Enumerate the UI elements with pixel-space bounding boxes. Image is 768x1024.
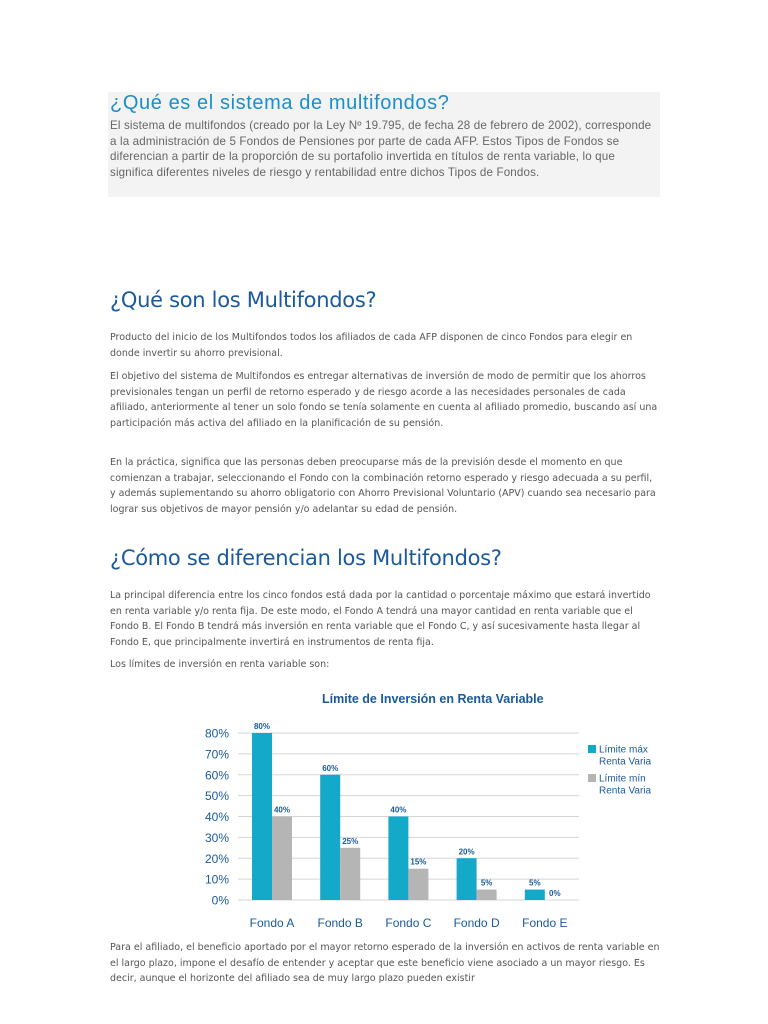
data-label: 15% [410, 857, 427, 867]
y-tick-label: 50% [204, 789, 229, 804]
legend-label: Renta Varia [599, 756, 652, 768]
section1-title: ¿Qué es el sistema de multifondos? [110, 92, 450, 114]
y-tick-label: 10% [204, 872, 229, 887]
x-tick-label: Fondo C [385, 916, 432, 930]
bar [340, 848, 360, 900]
legend-swatch [588, 774, 596, 782]
section3-paragraph-1: La principal diferencia entre los cinco fondos está dada por la cantidad o porcentaje máximo que estará invertido en renta variable y/o renta fija. De este modo, el Fondo A tendrá una mayor cantidad en renta variable que el Fondo B. El Fondo B tendrá más inversión en renta variable que el Fondo C, y así sucesivamente hasta llegar al Fondo E, que principalmente invertirá en instrumentos de renta fija. [110, 590, 651, 648]
data-label: 0% [549, 889, 561, 898]
section2-paragraph-3: En la práctica, significa que las personas deben preocuparse más de la previsión desde el momento en que comienzan a trabajar, seleccionando el Fondo con la combinación retorno esperado y riesgo adecuada a su perfil, y además suplementando su ahorro obligatorio con Ahorro Previsional Voluntario (APV) cuando sea necesario para lograr sus objetivos de mayor pensión y/o adelantar su edad de pensión. [110, 457, 656, 515]
y-tick-label: 70% [204, 747, 229, 762]
legend-label: Límite máx [599, 744, 648, 756]
y-tick-label: 0% [211, 893, 229, 908]
x-tick-label: Fondo D [453, 916, 500, 930]
section3-paragraph-3: Para el afiliado, el beneficio aportado por el mayor retorno esperado de la inversión en activos de renta variable en el largo plazo, impone el desafío de entender y aceptar que este beneficio viene asociado a un mayor riesgo. Es decir, aunque el horizonte del afiliado sea de muy largo plazo pueden existir [110, 942, 660, 984]
data-label: 25% [342, 836, 359, 846]
bar-chart-svg [196, 684, 666, 934]
data-label: 40% [390, 805, 407, 815]
investment-limit-chart [196, 684, 666, 934]
data-label: 40% [273, 805, 291, 815]
y-tick-label: 20% [204, 851, 229, 866]
x-tick-label: Fondo E [522, 916, 568, 930]
section1-body: El sistema de multifondos (creado por la Ley Nº 19.795, de fecha 28 de febrero de 2002), corresponde a la administración de 5 Fondos de Pensiones por parte de cada AFP. Estos Tipos de Fondos se diferencian a partir de la proporción de su portafolio invertida en títulos de renta variable, lo que significa diferentes niveles de riesgo y rentabilidad entre dichos Tipos de Fondos. [110, 119, 652, 179]
intro-box [108, 92, 660, 197]
data-label: 5% [529, 878, 541, 888]
y-tick-label: 30% [204, 830, 229, 845]
bar [477, 890, 497, 900]
section3-title: ¿Cómo se diferencian los Multifondos? [110, 546, 502, 570]
data-label: 20% [458, 847, 475, 857]
bar [457, 858, 477, 900]
bar [320, 775, 340, 900]
section2-paragraph-1: Producto del inicio de los Multifondos todos los afiliados de cada AFP disponen de cinco Fondos para elegir en donde invertir su ahorro previsional. [110, 332, 633, 359]
bar [525, 890, 545, 900]
y-tick-label: 40% [204, 810, 229, 824]
data-label: 60% [322, 763, 339, 773]
bar [388, 817, 408, 901]
data-label: 5% [480, 878, 493, 888]
legend-label: Límite mín [599, 773, 646, 785]
y-tick-label: 80% [204, 726, 229, 741]
y-tick-label: 60% [204, 768, 229, 783]
x-tick-label: Fondo B [317, 916, 363, 930]
bar [272, 817, 292, 901]
section2-paragraph-2: El objetivo del sistema de Multifondos es entregar alternativas de inversión de modo de permitir que los ahorros previsionales tengan un perfil de retorno esperado y de riesgo acorde a las necesidades personales de cada afiliado, anteriormente al tener un solo fondo se tenía solamente en cuenta al afiliado promedio, buscando así una participación más activa del afiliado en la planificación de su pensión. [110, 371, 658, 429]
section3-paragraph-2: Los límites de inversión en renta variable son: [110, 659, 330, 670]
legend-swatch [588, 745, 596, 753]
bar [408, 869, 428, 900]
chart-title: Límite de Inversión en Renta Variable [322, 692, 544, 706]
x-tick-label: Fondo A [249, 916, 295, 930]
data-label: 80% [253, 722, 271, 731]
bar [252, 733, 272, 900]
legend-label: Renta Varia [599, 785, 652, 797]
section2-title: ¿Qué son los Multifondos? [110, 288, 377, 312]
